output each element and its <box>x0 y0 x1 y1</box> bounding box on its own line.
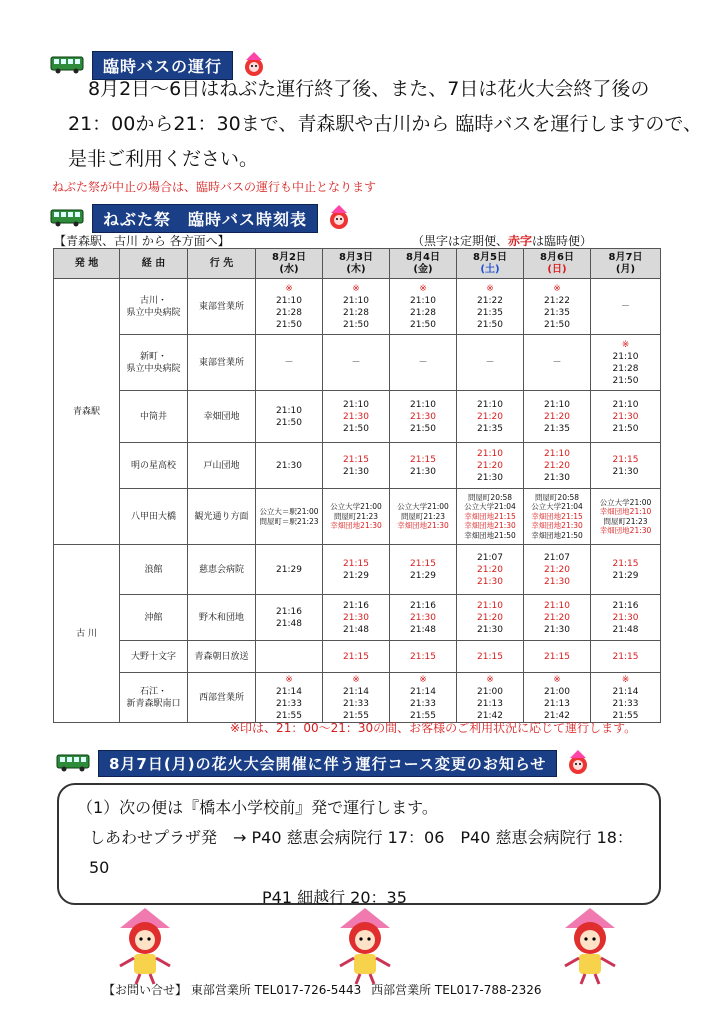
extra-marker: ※ <box>621 339 630 350</box>
via-cell: 浪館 <box>120 545 188 595</box>
time-cell <box>457 673 524 723</box>
destination-cell: 観光通り方面 <box>188 489 256 545</box>
time-cell <box>591 335 661 391</box>
destination-cell: 青森朝日放送 <box>188 641 256 673</box>
departure-time: 21:35 <box>477 423 503 434</box>
departure-time: 21:20 <box>477 460 503 471</box>
departure-time: 21:00 <box>477 686 503 697</box>
time-cell <box>256 545 323 595</box>
nebuta-mascot-icon <box>110 908 180 986</box>
departure-time: － <box>418 357 428 368</box>
section-header-notice <box>56 748 593 778</box>
departure-time: 21:10 <box>612 399 639 410</box>
departure-time: 公立大学21:00 <box>599 497 652 507</box>
table-row <box>54 335 661 391</box>
table-header-row <box>54 249 661 279</box>
departure-time: 21:30 <box>477 472 503 483</box>
timetable <box>53 248 661 723</box>
departure-time: 21:10 <box>276 295 302 306</box>
extra-marker: ※ <box>621 674 630 685</box>
departure-time: 21:33 <box>343 698 369 709</box>
table-row <box>54 545 661 595</box>
extra-marker: ※ <box>486 674 494 685</box>
caption-red: 赤字 <box>508 234 533 248</box>
header-day <box>256 249 323 279</box>
departure-time: 21:48 <box>276 618 302 629</box>
departure-time: 21:29 <box>612 570 639 581</box>
via-cell: 明の星高校 <box>120 443 188 489</box>
departure-time: 21:20 <box>544 612 570 623</box>
departure-time: 21:10 <box>477 448 503 459</box>
time-cell <box>524 279 591 335</box>
time-cell <box>390 391 457 443</box>
table-caption-left: 【青森駅、古川 から 各方面へ】 <box>54 234 230 248</box>
departure-time: 21:50 <box>612 423 639 434</box>
contact-west: 西部営業所 TEL017-788-2326 <box>371 983 542 997</box>
notice-line-1: （1）次の便は『橋本小学校前』発で運行します。 <box>77 798 438 817</box>
time-cell <box>524 443 591 489</box>
destination-cell: 野木和団地 <box>188 595 256 641</box>
day-weekday: (金) <box>413 263 433 275</box>
departure-time: 21:28 <box>410 307 436 318</box>
day-date: 8月3日 <box>339 251 373 263</box>
extra-marker: ※ <box>285 674 293 685</box>
time-cell <box>323 279 390 335</box>
destination-cell: 慈恵会病院 <box>188 545 256 595</box>
table-caption-right <box>412 232 592 249</box>
table-row <box>54 391 661 443</box>
departure-time: 21:30 <box>343 411 369 422</box>
departure-time: 公立大学21:00 <box>330 502 382 512</box>
section-title: ねぶた祭 臨時バス時刻表 <box>92 204 318 233</box>
departure-time: 21:20 <box>477 411 503 422</box>
time-cell <box>390 545 457 595</box>
departure-time: 21:30 <box>544 472 570 483</box>
departure-time: 21:30 <box>410 411 436 422</box>
extra-marker: ※ <box>553 674 561 685</box>
departure-time: 21:16 <box>276 606 302 617</box>
via-cell: 石江・ 新青森駅南口 <box>120 673 188 723</box>
departure-time: 21:10 <box>410 295 436 306</box>
departure-time: 幸畑団地21:30 <box>464 521 516 531</box>
departure-time: 21:30 <box>276 460 302 471</box>
departure-time: 21:10 <box>612 351 639 362</box>
destination-cell: 西部営業所 <box>188 673 256 723</box>
departure-time: 21:28 <box>276 307 302 318</box>
via-cell: 大野十文字 <box>120 641 188 673</box>
table-row <box>54 641 661 673</box>
time-cell <box>256 595 323 641</box>
departure-time: 幸畑団地21:15 <box>531 511 583 521</box>
departure-time: 21:20 <box>544 564 570 575</box>
extra-marker: ※ <box>419 674 427 685</box>
intro-line-1: 8月2日～6日はねぶた運行終了後、また、7日は花火大会終了後の <box>88 78 650 100</box>
via-cell: 古川・ 県立中央病院 <box>120 279 188 335</box>
time-cell <box>323 335 390 391</box>
time-cell <box>256 673 323 723</box>
departure-time: 幸畑団地21:30 <box>397 521 449 531</box>
departure-time: 21:13 <box>544 698 570 709</box>
time-cell <box>390 443 457 489</box>
departure-time: 21:10 <box>544 399 570 410</box>
time-cell <box>390 673 457 723</box>
time-cell <box>524 391 591 443</box>
departure-time: 21:07 <box>477 552 503 563</box>
extra-marker: ※ <box>553 283 561 294</box>
departure-time: 21:14 <box>276 686 302 697</box>
departure-time: 幸畑団地21:15 <box>464 511 516 521</box>
time-cell <box>390 641 457 673</box>
departure-time: 21:15 <box>477 651 503 662</box>
time-cell <box>390 335 457 391</box>
departure-time: 21:30 <box>612 466 639 477</box>
departure-time: 21:16 <box>343 600 369 611</box>
departure-time: 21:15 <box>343 651 369 662</box>
time-cell <box>524 673 591 723</box>
header-day <box>591 249 661 279</box>
departure-time: 21:50 <box>276 319 302 330</box>
departure-time: 公立大学21:04 <box>464 502 516 512</box>
departure-time: 公立大＝駅21:00 <box>259 507 319 516</box>
departure-time: － <box>485 357 495 368</box>
intro-line-2: 21：00から21：30まで、青森駅や古川から 臨時バスを運行しますので、 <box>68 113 702 135</box>
departure-time: 21:30 <box>612 411 639 422</box>
time-cell <box>457 443 524 489</box>
departure-time: 幸畑団地21:30 <box>599 526 652 535</box>
departure-time: 21:30 <box>410 466 436 477</box>
departure-time: 21:50 <box>343 423 369 434</box>
extra-marker: ※ <box>419 283 427 294</box>
departure-time: 21:14 <box>343 686 369 697</box>
departure-time: 幸畑団地21:30 <box>531 521 583 531</box>
table-row <box>54 489 661 545</box>
departure-time: 21:35 <box>477 307 503 318</box>
section-title: 臨時バスの運行 <box>92 51 233 80</box>
departure-time: 21:35 <box>544 307 570 318</box>
contact-info <box>103 981 542 998</box>
time-cell <box>457 489 524 545</box>
departure-time: 21:55 <box>410 710 436 721</box>
departure-time: 21:30 <box>544 576 570 587</box>
contact-east: 東部営業所 TEL017-726-5443 <box>190 983 362 997</box>
time-cell <box>591 673 661 723</box>
notice-box <box>57 783 661 905</box>
departure-time: 問屋町20:58 <box>467 492 513 502</box>
day-date: 8月4日 <box>406 251 440 263</box>
departure-time: 21:29 <box>410 570 436 581</box>
time-cell <box>390 279 457 335</box>
nebuta-mascot-icon <box>563 748 593 778</box>
departure-time: 21:13 <box>477 698 503 709</box>
departure-time: 21:42 <box>477 710 503 721</box>
departure-time: 21:10 <box>544 448 570 459</box>
time-cell <box>591 279 661 335</box>
time-cell <box>323 673 390 723</box>
time-cell <box>524 545 591 595</box>
time-cell <box>457 279 524 335</box>
departure-time: － <box>351 357 361 368</box>
origin-cell: 青森駅 <box>54 279 120 545</box>
notice-line-2: しあわせプラザ発 → P40 慈恵会病院行 17：06 P40 慈恵会病院行 18：50 <box>89 828 633 877</box>
bus-icon <box>50 209 84 227</box>
departure-time: 21:07 <box>544 552 570 563</box>
time-cell <box>591 641 661 673</box>
destination-cell: 幸畑団地 <box>188 391 256 443</box>
departure-time: 21:20 <box>477 564 503 575</box>
departure-time: 21:48 <box>410 624 436 635</box>
section-title: 8月7日(月)の花火大会開催に伴う運行コース変更のお知らせ <box>98 750 557 777</box>
time-cell <box>457 391 524 443</box>
time-cell <box>591 545 661 595</box>
extra-marker: ※ <box>352 674 360 685</box>
departure-time: 公立大学21:04 <box>531 502 583 512</box>
departure-time: 21:35 <box>544 423 570 434</box>
time-cell <box>524 489 591 545</box>
departure-time: 21:10 <box>276 405 302 416</box>
departure-time: 21:20 <box>544 411 570 422</box>
destination-cell: 東部営業所 <box>188 335 256 391</box>
time-cell <box>323 641 390 673</box>
departure-time: 21:30 <box>343 612 369 623</box>
day-date: 8月7日 <box>608 251 643 263</box>
time-cell <box>323 545 390 595</box>
origin-cell: 古 川 <box>54 545 120 723</box>
day-weekday: (月) <box>615 263 636 275</box>
time-cell <box>256 641 323 673</box>
intro-line-3: 是非ご利用ください。 <box>68 148 259 170</box>
day-date: 8月6日 <box>540 251 574 263</box>
table-row <box>54 443 661 489</box>
via-cell: 中筒井 <box>120 391 188 443</box>
departure-time: 21:10 <box>544 600 570 611</box>
header-origin: 発 地 <box>54 249 120 279</box>
departure-time: 幸畑団地21:10 <box>599 507 652 516</box>
time-cell <box>457 641 524 673</box>
departure-time: 21:55 <box>276 710 302 721</box>
departure-time: 21:22 <box>477 295 503 306</box>
departure-time: 21:48 <box>612 624 639 635</box>
time-cell <box>457 595 524 641</box>
destination-cell: 東部営業所 <box>188 279 256 335</box>
via-cell: 八甲田大橋 <box>120 489 188 545</box>
time-cell <box>256 279 323 335</box>
time-cell <box>524 335 591 391</box>
day-date: 8月2日 <box>272 251 306 263</box>
departure-time: 21:10 <box>343 295 369 306</box>
header-day <box>323 249 390 279</box>
departure-time: 21:50 <box>410 423 436 434</box>
time-cell <box>457 335 524 391</box>
departure-time: 21:50 <box>343 319 369 330</box>
departure-time: 21:14 <box>410 686 436 697</box>
nebuta-mascot-icon <box>555 908 625 986</box>
nebuta-mascot-icon <box>330 908 400 986</box>
time-cell <box>390 489 457 545</box>
departure-time: 公立大学21:00 <box>397 502 449 512</box>
departure-time: 21:15 <box>410 558 436 569</box>
bus-icon <box>56 754 90 772</box>
departure-time: 21:15 <box>343 454 369 465</box>
departure-time: 問屋町21:23 <box>333 511 379 521</box>
time-cell <box>591 443 661 489</box>
departure-time: 21:30 <box>477 576 503 587</box>
departure-time: 21:29 <box>343 570 369 581</box>
table-row <box>54 595 661 641</box>
departure-time: 21:15 <box>612 558 639 569</box>
day-weekday: (木) <box>346 263 366 275</box>
departure-time: 21:00 <box>544 686 570 697</box>
time-cell <box>591 595 661 641</box>
caption-post: は臨時便） <box>532 234 593 248</box>
bus-icon <box>50 56 84 74</box>
time-cell <box>256 335 323 391</box>
time-cell <box>591 391 661 443</box>
departure-time: 21:15 <box>343 558 369 569</box>
table-row <box>54 673 661 723</box>
departure-time: 問屋町20:58 <box>534 492 580 502</box>
time-cell <box>457 545 524 595</box>
departure-time: 21:22 <box>544 295 570 306</box>
departure-time: － <box>620 301 630 312</box>
departure-time: 21:10 <box>343 399 369 410</box>
departure-time: 21:55 <box>612 710 639 721</box>
time-cell <box>323 391 390 443</box>
departure-time: 21:16 <box>410 600 436 611</box>
departure-time: 21:50 <box>276 417 302 428</box>
time-cell <box>256 391 323 443</box>
departure-time: 21:42 <box>544 710 570 721</box>
nebuta-mascot-icon <box>324 203 354 233</box>
via-cell: 沖館 <box>120 595 188 641</box>
departure-time: 21:55 <box>343 710 369 721</box>
departure-time: 21:10 <box>477 399 503 410</box>
cancel-note: ねぶた祭が中止の場合は、臨時バスの運行も中止となります <box>52 180 377 194</box>
day-date: 8月5日 <box>473 251 507 263</box>
time-cell <box>524 641 591 673</box>
notice-line-3: P41 細越行 20：35 <box>262 888 407 907</box>
day-weekday: (水) <box>279 263 299 275</box>
departure-time: 問屋町21:23 <box>603 516 648 526</box>
header-day <box>390 249 457 279</box>
departure-time: 幸畑団地21:30 <box>330 521 382 531</box>
departure-time: 問屋町21:23 <box>400 511 446 521</box>
header-via: 経 由 <box>120 249 188 279</box>
departure-time: 21:15 <box>410 651 436 662</box>
departure-time: － <box>552 357 562 368</box>
day-weekday: (日) <box>547 263 567 275</box>
caption-pre: （黒字は定期便、 <box>412 234 509 248</box>
departure-time: 幸畑団地21:50 <box>531 530 583 540</box>
departure-time: 21:16 <box>612 600 639 611</box>
departure-time: 21:15 <box>410 454 436 465</box>
departure-time: 21:30 <box>410 612 436 623</box>
contact-label: 【お問い合せ】 <box>103 983 188 997</box>
extra-marker: ※ <box>486 283 494 294</box>
time-cell <box>591 489 661 545</box>
departure-time: 21:33 <box>410 698 436 709</box>
day-weekday: (土) <box>480 263 500 275</box>
departure-time: 問屋町＝駅21:23 <box>259 516 319 526</box>
departure-time: 21:14 <box>612 686 639 697</box>
footnote: ※印は、21：00～21：30の間、お客様のご利用状況に応じて運行します。 <box>230 721 637 735</box>
time-cell <box>323 443 390 489</box>
departure-time: 21:50 <box>544 319 570 330</box>
extra-marker: ※ <box>352 283 360 294</box>
departure-time: 21:28 <box>343 307 369 318</box>
time-cell <box>323 489 390 545</box>
extra-marker: ※ <box>285 283 293 294</box>
header-day <box>457 249 524 279</box>
time-cell <box>323 595 390 641</box>
departure-time: 21:50 <box>477 319 503 330</box>
departure-time: － <box>284 357 294 368</box>
departure-time: 21:50 <box>410 319 436 330</box>
departure-time: 21:20 <box>477 612 503 623</box>
departure-time: 21:30 <box>612 612 639 623</box>
departure-time: 21:30 <box>343 466 369 477</box>
departure-time: 21:30 <box>477 624 503 635</box>
departure-time: 21:10 <box>477 600 503 611</box>
time-cell <box>256 443 323 489</box>
departure-time: 21:15 <box>612 454 639 465</box>
departure-time: 21:28 <box>612 363 639 374</box>
departure-time: 21:33 <box>276 698 302 709</box>
departure-time: 21:30 <box>544 624 570 635</box>
departure-time: 21:33 <box>612 698 639 709</box>
destination-cell: 戸山団地 <box>188 443 256 489</box>
header-dest: 行 先 <box>188 249 256 279</box>
departure-time: 21:20 <box>544 460 570 471</box>
via-cell: 新町・ 県立中央病院 <box>120 335 188 391</box>
time-cell <box>256 489 323 545</box>
departure-time: 21:15 <box>612 651 639 662</box>
departure-time: 幸畑団地21:50 <box>464 530 516 540</box>
departure-time: 21:48 <box>343 624 369 635</box>
table-row <box>54 279 661 335</box>
header-day <box>524 249 591 279</box>
departure-time: 21:10 <box>410 399 436 410</box>
departure-time: 21:15 <box>544 651 570 662</box>
section-header-timetable <box>50 203 354 233</box>
departure-time: 21:50 <box>612 375 639 386</box>
time-cell <box>524 595 591 641</box>
time-cell <box>390 595 457 641</box>
departure-time: 21:29 <box>276 564 302 575</box>
